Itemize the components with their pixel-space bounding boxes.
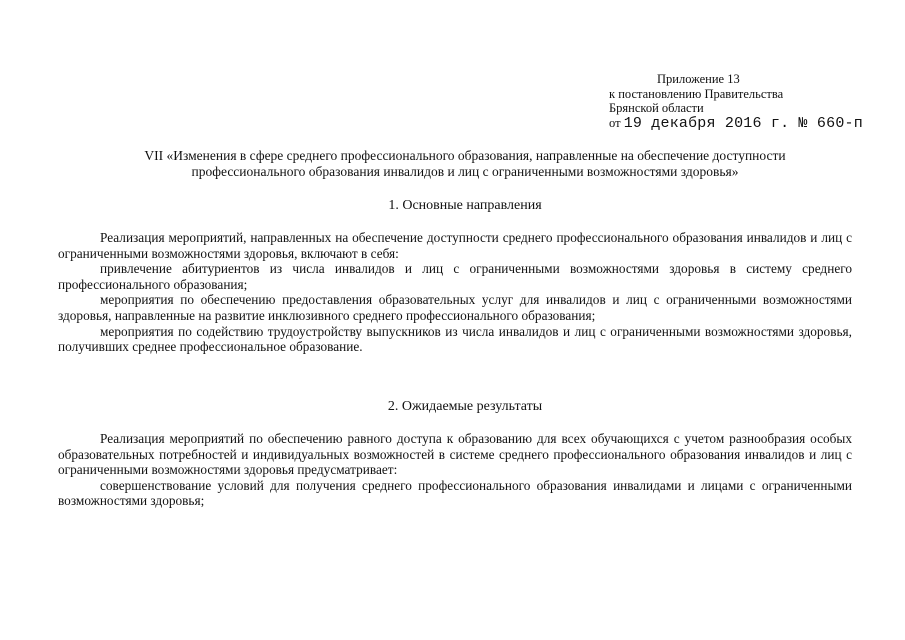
appendix-reference: к постановлению Правительства (609, 86, 784, 101)
section-1-paragraph: мероприятия по обеспечению предоставления образовательных услуг для инвалидов и лиц с ограниченными возможностями здоровья, направленные на развитие инклюзивного среднего профессионального образования; (58, 292, 852, 323)
document-title-line-1: VII «Изменения в сфере среднего профессионального образования, направленные на обеспечение доступности (144, 148, 786, 163)
section-1-paragraph: привлечение абитуриентов из числа инвалидов и лиц с ограниченными возможностями здоровья в систему среднего профессионального образования; (58, 261, 852, 292)
appendix-stamp (609, 72, 889, 131)
appendix-date-line (609, 116, 889, 132)
document-title-line-2: профессионального образования инвалидов и лиц с ограниченными возможностями здоровья» (191, 163, 739, 179)
section-2-paragraph: Реализация мероприятий по обеспечению равного доступа к образованию для всех обучающихся с учетом разнообразия особых образовательных потребностей и индивидуальных возможностей в системе среднего профессионального образования инвалидов и лиц с ограниченными возможностями здоровья предусматривает: (58, 431, 852, 478)
section-1-heading: 1. Основные направления (388, 198, 542, 213)
document-title (60, 148, 870, 179)
section-1-paragraph: мероприятия по содействию трудоустройству выпускников из числа инвалидов и лиц с ограниченными возможностями здоровья, получивших среднее профессиональное образование. (58, 323, 852, 355)
section-2-heading: 2. Ожидаемые результаты (387, 399, 543, 414)
section-2-body (58, 431, 852, 509)
appendix-region: Брянской области (609, 101, 704, 115)
appendix-date-prefix: от (609, 115, 621, 130)
section-2-paragraph: совершенствование условий для получения среднего профессионального образования инвалидами и лицами с ограниченными возможностями здоровья; (58, 477, 852, 509)
section-1-paragraph: Реализация мероприятий, направленных на обеспечение доступности среднего профессионального образования инвалидов и лиц с ограниченными возможностями здоровья, включают в себя: (58, 230, 852, 261)
appendix-date-value: 19 декабря 2016 г. № 660-п (623, 114, 863, 132)
appendix-number: Приложение 13 (657, 72, 740, 86)
section-1-body (58, 230, 852, 355)
